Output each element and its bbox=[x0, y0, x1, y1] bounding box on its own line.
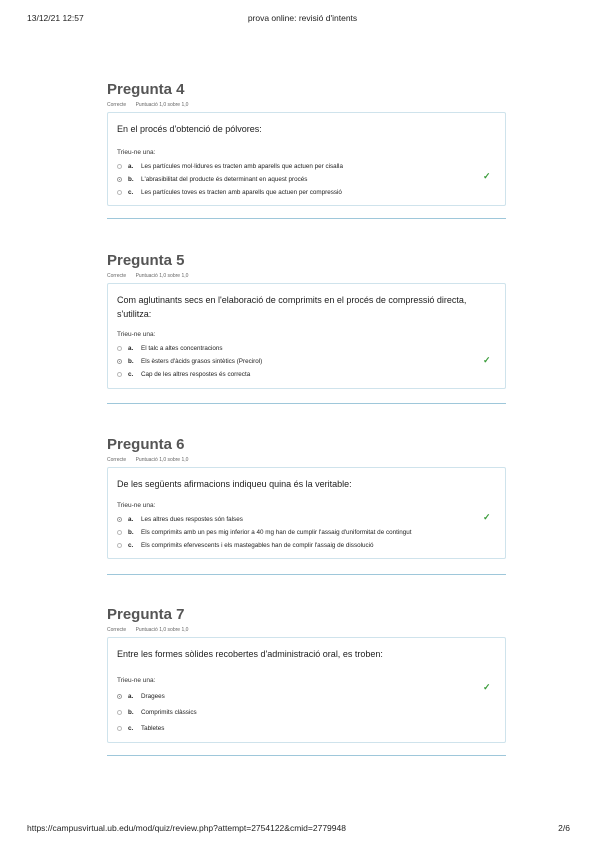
option-text: Les partícules mol·lidures es tracten amb aparells que actuen per cisalla bbox=[141, 163, 343, 170]
option-letter: c. bbox=[128, 371, 134, 378]
answer-option-c[interactable] bbox=[117, 539, 496, 552]
radio-button[interactable] bbox=[117, 372, 122, 377]
answer-options bbox=[117, 160, 496, 199]
correct-check-icon: ✓ bbox=[483, 512, 491, 522]
question-score: Puntuació 1,0 sobre 1,0 bbox=[135, 273, 189, 279]
radio-button[interactable] bbox=[117, 190, 122, 195]
print-url: https://campusvirtual.ub.edu/mod/quiz/review.php?attempt=2754122&cmid=2779948 bbox=[27, 823, 346, 833]
question-title: Pregunta 4 bbox=[107, 81, 185, 98]
option-text: Tabletes bbox=[141, 724, 165, 732]
question-title: Pregunta 5 bbox=[107, 252, 185, 269]
print-footer bbox=[27, 823, 578, 835]
question-status: Correcte bbox=[107, 627, 127, 633]
radio-button[interactable] bbox=[117, 543, 122, 548]
answer-option-b[interactable] bbox=[117, 704, 496, 720]
option-text: Els comprimits amb un pes mig inferior a 40 mg han de cumplir l'assaig d'uniformitat de contingut bbox=[141, 529, 412, 536]
option-letter: a. bbox=[128, 163, 134, 170]
question-box bbox=[107, 637, 506, 743]
radio-button-selected[interactable] bbox=[117, 359, 122, 364]
print-header bbox=[27, 13, 578, 25]
option-text: Dragees bbox=[141, 692, 165, 700]
correct-check-icon: ✓ bbox=[483, 355, 491, 365]
option-letter: b. bbox=[128, 358, 134, 365]
question-4 bbox=[107, 80, 506, 206]
question-box bbox=[107, 112, 506, 206]
option-text: Els comprimits efervescents i els mastegables han de complir l'assaig de dissolució bbox=[141, 542, 374, 549]
answer-option-a[interactable] bbox=[117, 513, 496, 526]
answer-option-c[interactable] bbox=[117, 720, 496, 736]
option-text: Les partícules toves es tracten amb aparells que actuen per compressió bbox=[141, 189, 342, 196]
question-7 bbox=[107, 605, 506, 743]
question-box bbox=[107, 283, 506, 389]
question-prompt: Trieu-ne una: bbox=[117, 677, 156, 684]
print-page-title: prova online: revisió d'intents bbox=[247, 13, 358, 23]
option-text: Comprimits clàssics bbox=[141, 708, 197, 716]
option-text: El talc a altes concentracions bbox=[141, 345, 223, 352]
correct-check-icon: ✓ bbox=[483, 682, 491, 692]
answer-options bbox=[117, 342, 496, 381]
question-divider bbox=[107, 755, 506, 756]
answer-option-a[interactable] bbox=[117, 688, 496, 704]
question-text: Com aglutinants secs en l'elaboració de comprimits en el procés de compressió directa, s'utilitza: bbox=[117, 295, 467, 319]
option-letter: c. bbox=[128, 724, 134, 732]
question-text: Entre les formes sòlides recobertes d'administració oral, es troben: bbox=[117, 649, 383, 659]
radio-button[interactable] bbox=[117, 726, 122, 731]
question-meta bbox=[107, 102, 506, 109]
option-letter: c. bbox=[128, 189, 134, 196]
correct-check-icon: ✓ bbox=[483, 171, 491, 181]
question-text: En el procés d'obtenció de pólvores: bbox=[117, 124, 262, 134]
answer-option-c[interactable] bbox=[117, 368, 496, 381]
option-text: L'abrasibilitat del producte és determinant en aquest procés bbox=[141, 176, 308, 183]
option-letter: b. bbox=[128, 176, 134, 183]
option-letter: b. bbox=[128, 529, 134, 536]
answer-options bbox=[117, 513, 496, 552]
answer-option-a[interactable] bbox=[117, 160, 496, 173]
question-5 bbox=[107, 251, 506, 389]
question-prompt: Trieu-ne una: bbox=[117, 149, 156, 156]
option-letter: a. bbox=[128, 345, 134, 352]
question-divider bbox=[107, 403, 506, 404]
question-6 bbox=[107, 435, 506, 559]
print-page-number: 2/6 bbox=[558, 823, 570, 833]
radio-button[interactable] bbox=[117, 164, 122, 169]
question-divider bbox=[107, 574, 506, 575]
print-date: 13/12/21 12:57 bbox=[27, 13, 84, 23]
question-prompt: Trieu-ne una: bbox=[117, 331, 156, 338]
radio-button[interactable] bbox=[117, 530, 122, 535]
answer-option-b[interactable] bbox=[117, 173, 496, 186]
option-text: Cap de les altres respostes és correcta bbox=[141, 371, 251, 378]
question-box bbox=[107, 467, 506, 559]
question-prompt: Trieu-ne una: bbox=[117, 502, 156, 509]
option-text: Els èsters d'àcids grasos sintètics (Precirol) bbox=[141, 358, 263, 365]
option-letter: a. bbox=[128, 692, 134, 700]
radio-button-selected[interactable] bbox=[117, 694, 122, 699]
radio-button[interactable] bbox=[117, 346, 122, 351]
radio-button[interactable] bbox=[117, 710, 122, 715]
option-text: Les altres dues respostes són falses bbox=[141, 516, 243, 523]
question-meta bbox=[107, 273, 506, 280]
question-status: Correcte bbox=[107, 273, 127, 279]
answer-option-b[interactable] bbox=[117, 526, 496, 539]
radio-button-selected[interactable] bbox=[117, 177, 122, 182]
option-letter: c. bbox=[128, 542, 134, 549]
question-score: Puntuació 1,0 sobre 1,0 bbox=[135, 627, 189, 633]
question-score: Puntuació 1,0 sobre 1,0 bbox=[135, 102, 189, 108]
question-status: Correcte bbox=[107, 457, 127, 463]
option-letter: b. bbox=[128, 708, 134, 716]
option-letter: a. bbox=[128, 516, 134, 523]
question-title: Pregunta 7 bbox=[107, 606, 185, 623]
question-text: De les següents afirmacions indiqueu quina és la veritable: bbox=[117, 479, 352, 489]
radio-button-selected[interactable] bbox=[117, 517, 122, 522]
answer-option-c[interactable] bbox=[117, 186, 496, 199]
question-divider bbox=[107, 218, 506, 219]
answer-options bbox=[117, 688, 496, 736]
question-score: Puntuació 1,0 sobre 1,0 bbox=[135, 457, 189, 463]
answer-option-b[interactable] bbox=[117, 355, 496, 368]
answer-option-a[interactable] bbox=[117, 342, 496, 355]
question-title: Pregunta 6 bbox=[107, 436, 185, 453]
question-status: Correcte bbox=[107, 102, 127, 108]
question-meta bbox=[107, 457, 506, 464]
question-meta bbox=[107, 627, 506, 634]
